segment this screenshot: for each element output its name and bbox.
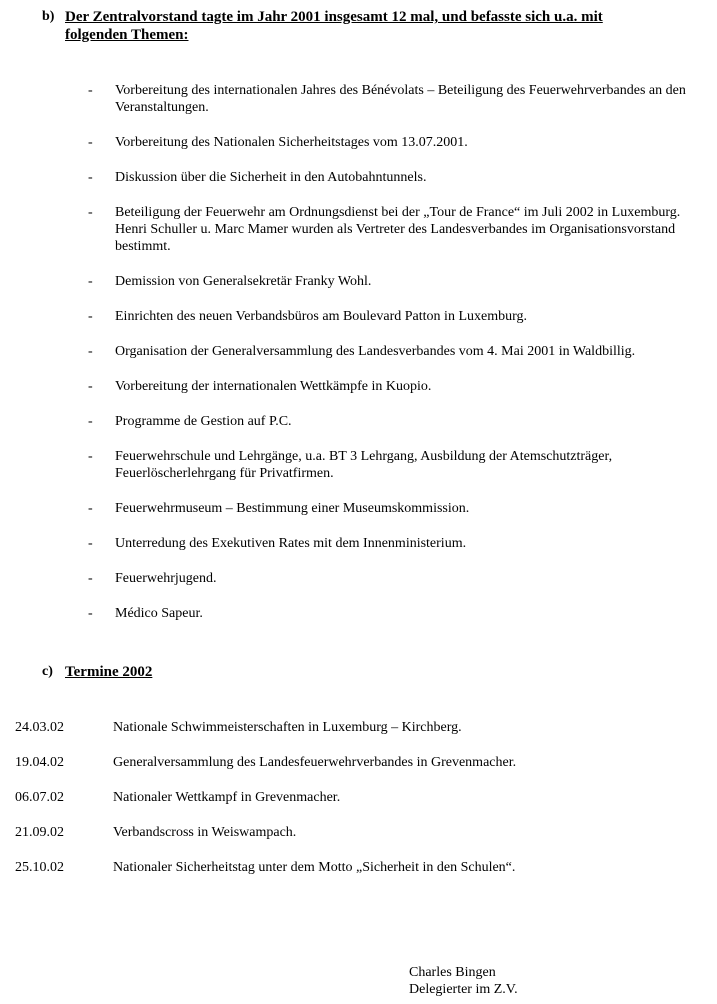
list-item: [88, 448, 688, 482]
list-dash: -: [88, 536, 93, 551]
list-item-text: Vorbereitung des Nationalen Sicherheitstages vom 13.07.2001.: [115, 135, 468, 150]
event-date: 24.03.02: [15, 720, 64, 735]
list-item-text: Diskussion über die Sicherheit in den Autobahntunnels.: [115, 170, 427, 185]
event-text: Verbandscross in Weiswampach.: [113, 825, 297, 840]
list-item: [88, 134, 688, 151]
section-b: [42, 8, 682, 44]
event-text: Nationale Schwimmeisterschaften in Luxemburg – Kirchberg.: [113, 720, 462, 735]
section-b-heading-line2: folgenden Themen:: [65, 27, 189, 43]
event-text: Generalversammlung des Landesfeuerwehrverbandes in Grevenmacher.: [113, 755, 517, 770]
events-list: [15, 719, 705, 894]
list-item-text: Organisation der Generalversammlung des Landesverbandes vom 4. Mai 2001 in Waldbillig.: [115, 344, 636, 359]
list-item-text: Programme de Gestion auf P.C.: [115, 414, 292, 429]
list-item-text: Feuerwehrschule und Lehrgänge, u.a. BT 3 Lehrgang, Ausbildung der Atemschutzträger, Feuerlöscherlehrgang für Privatfirmen.: [115, 449, 613, 481]
list-item: [88, 343, 688, 360]
list-item: [88, 204, 688, 255]
list-dash: -: [88, 135, 93, 150]
list-item-text: Feuerwehrmuseum – Bestimmung einer Museumskommission.: [115, 501, 470, 516]
section-c: [42, 663, 152, 681]
list-item-text: Médico Sapeur.: [115, 606, 203, 621]
signature-name: Charles Bingen: [409, 965, 496, 980]
list-item: [88, 273, 688, 290]
signature-role: Delegierter im Z.V.: [409, 982, 518, 997]
list-item-text: Unterredung des Exekutiven Rates mit dem Innenministerium.: [115, 536, 467, 551]
event-text: Nationaler Sicherheitstag unter dem Motto „Sicherheit in den Schulen“.: [113, 860, 516, 875]
signature-block: [409, 964, 518, 998]
event-date: 06.07.02: [15, 790, 64, 805]
list-item-text: Beteiligung der Feuerwehr am Ordnungsdienst bei der „Tour de France“ im Juli 2002 in Luxemburg. Henri Schuller u. Marc Mamer wurden als Vertreter des Landesverbandes im Organisationsvorstand bestimmt.: [115, 205, 681, 254]
list-dash: -: [88, 449, 93, 464]
list-item-text: Einrichten des neuen Verbandsbüros am Boulevard Patton in Luxemburg.: [115, 309, 528, 324]
event-row: [15, 754, 705, 771]
section-b-heading: [65, 8, 682, 44]
event-date: 25.10.02: [15, 860, 64, 875]
list-item: [88, 308, 688, 325]
event-row: [15, 859, 705, 876]
list-dash: -: [88, 414, 93, 429]
list-item: [88, 82, 688, 116]
list-dash: -: [88, 606, 93, 621]
list-item-text: Vorbereitung des internationalen Jahres des Bénévolats – Beteiligung des Feuerwehrverbandes an den Veranstaltungen.: [115, 83, 686, 115]
event-date: 19.04.02: [15, 755, 64, 770]
list-item: [88, 570, 688, 587]
list-item: [88, 535, 688, 552]
list-item: [88, 169, 688, 186]
list-item: [88, 500, 688, 517]
list-dash: -: [88, 170, 93, 185]
list-dash: -: [88, 344, 93, 359]
list-dash: -: [88, 571, 93, 586]
event-row: [15, 789, 705, 806]
list-item: [88, 605, 688, 622]
list-dash: -: [88, 501, 93, 516]
event-text: Nationaler Wettkampf in Grevenmacher.: [113, 790, 341, 805]
event-row: [15, 824, 705, 841]
event-date: 21.09.02: [15, 825, 64, 840]
list-dash: -: [88, 83, 93, 98]
section-b-marker: b): [42, 9, 55, 24]
list-item: [88, 413, 688, 430]
list-dash: -: [88, 379, 93, 394]
list-item-text: Demission von Generalsekretär Franky Wohl.: [115, 274, 372, 289]
list-item: [88, 378, 688, 395]
section-c-marker: c): [42, 664, 53, 679]
list-dash: -: [88, 309, 93, 324]
list-item-text: Vorbereitung der internationalen Wettkämpfe in Kuopio.: [115, 379, 432, 394]
section-b-heading-line1: Der Zentralvorstand tagte im Jahr 2001 insgesamt 12 mal, und befasste sich u.a. mit: [65, 9, 603, 25]
list-item-text: Feuerwehrjugend.: [115, 571, 217, 586]
section-c-heading: Termine 2002: [65, 664, 153, 680]
list-dash: -: [88, 274, 93, 289]
list-dash: -: [88, 205, 93, 220]
topics-list: [88, 82, 688, 640]
event-row: [15, 719, 705, 736]
